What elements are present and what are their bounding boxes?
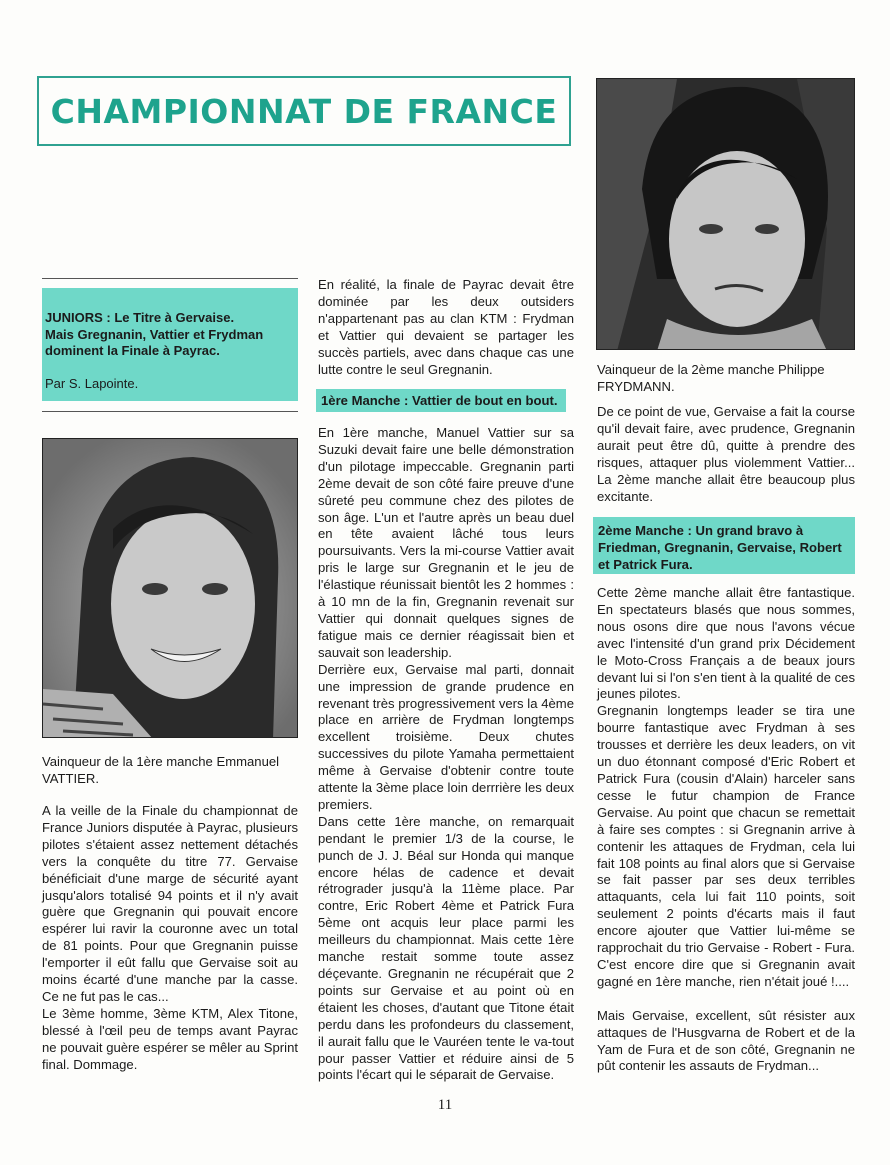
photo-caption [597,362,855,395]
paragraph: Dans cette 1ère manche, on remarquait pendant le premier 1/3 de la course, le punch de J. J. Béal sur Honda qui manque encore hélas de cadence et devait rétrograder jusqu'à la 11ème place. Par contre, Eric Robert 4ème et Patrick Fura 5ème ont acquis leur place parmi les meilleurs du championnat. Mais cette 1ère manche restait somme toute assez déçevante. Gregnanin ne récupérait que 2 points sur Gervaise et au point où en étaient les choses, d'autant que Titone était perdu dans les profondeurs du classement, il aurait fallu que le Vauréen tente le va-tout pour passer Vattier et réduire ainsi de 5 points l'écart qui le séparait de Gervaise. [318,813,574,1083]
caption-line: Vainqueur de la 2ème manche Philippe [597,362,825,377]
article-column-1 [42,803,298,1074]
caption-line: Vainqueur de la 1ère manche Emmanuel [42,754,280,769]
summary-box [42,288,298,401]
summary-line: dominent la Finale à Payrac. [45,343,220,358]
paragraph: A la veille de la Finale du championnat de France Juniors disputée à Payrac, plusieurs pilotes s'étaient assez nettement détachés vers la conquête du titre 77. Gervaise bénéficiait d'une marge de sécurité ayant jusqu'alors totalisé 94 points et il n'y avait guère que Gregnanin qui pouvait encore espérer lui ravir la couronne avec un total de 81 points. Pour que Gregnanin puisse l'emporter il eût fallu que Gervaise soit au moins écarté d'une manche par la casse. Ce ne fut pas le cas... [42,803,298,1004]
caption-line: VATTIER. [42,770,99,786]
article-column-2 [318,277,574,378]
summary-line: Mais Gregnanin, Vattier et Frydman [45,326,264,342]
section-heading-1: 1ère Manche : Vattier de bout en bout. [316,389,566,412]
paragraph: De ce point de vue, Gervaise a fait la course qu'il devait faire, avec prudence, Gregnanin aurait peut être dû, quitte à prendre des risques, attaquer plus violemment Vattier... La 2ème manche allait être beaucoup plus excitante. [597,404,855,504]
portrait-image [597,79,855,350]
section-heading-2: 2ème Manche : Un grand bravo à Friedman, Gregnanin, Gervaise, Robert et Patrick Fura. [593,517,855,574]
portrait-image [43,439,298,738]
paragraph: En réalité, la finale de Payrac devait être dominée par les deux outsiders n'appartenant pas au clan KTM : Frydman et Vattier qui devaient se partager les succès partiels, avec dans chaque cas une lutte contre le seul Gregnanin. [318,277,574,377]
paragraph: Derrière eux, Gervaise mal parti, donnait une impression de grande prudence en revenant très progressivement vers la 4ème place en arrière de Frydman longtemps excellent troisième. Deux chutes successives du pilote Yamaha permettaient même à Gervaise d'obtenir contre toute attente la 3ème place loin derrrière les deux premiers. [318,661,574,812]
paragraph: En 1ère manche, Manuel Vattier sur sa Suzuki devait faire une belle démonstration d'un pilotage impeccable. Gregnanin parti 2ème devait de son côté faire preuve d'une sûreté peu commune chez des pilotes de son âge. L'un et l'autre après un beau duel en tête avaient lâché tous leurs poursuivants. Vers la mi-course Vattier avait pris le large sur Gregnanin et le jeu de l'élastique réunissait bientôt les 2 hommes : à 10 mn de la fin, Gregnanin revenait sur Vattier qui donnait quelques signes de fatigue mais ce dernier réagissait bien et sauvait son leadership. [318,425,574,660]
photo-vattier [42,438,298,738]
summary-line: JUNIORS : Le Titre à Gervaise. [45,310,235,325]
page-number: 11 [437,1097,453,1113]
photo-frydman [596,78,855,350]
article-column-3 [597,404,855,505]
article-column-2-body [318,425,574,1084]
paragraph: Mais Gervaise, excellent, sût résister aux attaques de l'Husgvarna de Robert et de la Yam de Fura et de son côté, Gregnanin ne pût contenir les assauts de Frydman... [597,1007,855,1074]
title-box [37,76,571,146]
article-column-3-body [597,585,855,1075]
divider [42,411,298,412]
page-title: CHAMPIONNAT DE FRANCE [50,91,558,131]
paragraph: Le 3ème homme, 3ème KTM, Alex Titone, blessé à l'œil peu de temps avant Payrac ne pouvait guère espérer se mêler au Sprint final. Dommage. [42,1005,298,1072]
byline: Par S. Lapointe. [45,375,139,391]
caption-line: FRYDMANN. [597,378,675,394]
divider [42,278,298,279]
photo-caption [42,754,298,787]
paragraph: Cette 2ème manche allait être fantastique. En spectateurs blasés que nous sommes, nous osons dire que nous l'avons vécue avec l'intensité d'un grand prix Décidement le Moto-Cross Français a de beaux jours devant lui si l'on s'en tient à la qualité de ces jeunes pilotes. [597,585,855,702]
paragraph: Gregnanin longtemps leader se tira une bourre fantastique avec Frydman à ses trousses et derrière les deux leaders, on vit un duo étonnant composé d'Eric Robert et Patrick Fura (cousin d'Alain) harceler sans cesse le futur champion de France Gervaise. Au point que chacun se remettait à faire ses comptes : si Gregnanin arrive à contenir les attaques de Frydman, cela lui fait 108 points au final alors que si Gervaise se fait passer par ses deux terribles attaquants, cela lui fait 110 points, soit seulement 2 points d'écarts mais il faut encore ajouter que Vattier lui-même se rapprochait du trio Gervaise - Robert - Fura. C'est encore dire que si Gregnanin avait gagné en 1ère manche, rien n'était joué !.... [597,703,855,989]
